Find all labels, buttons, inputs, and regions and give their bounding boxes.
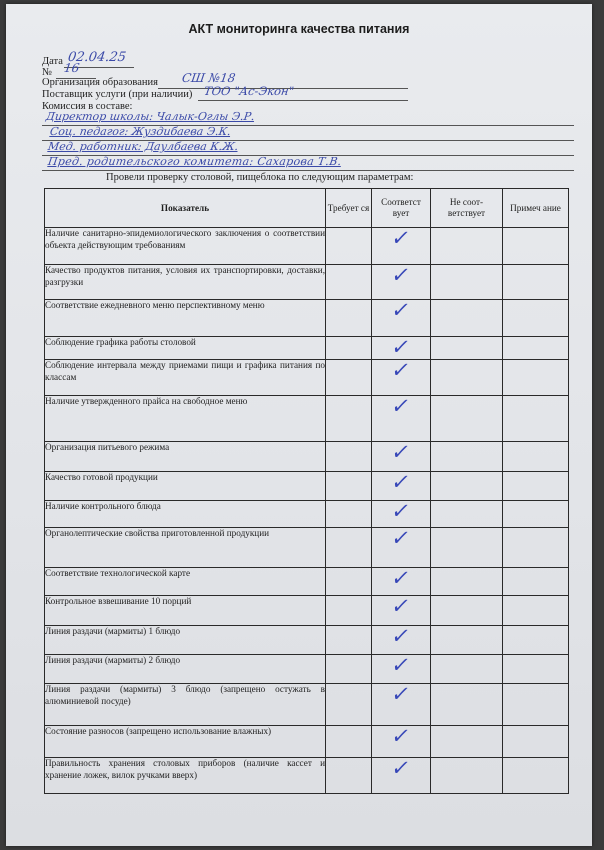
- commission-line-4: [42, 170, 574, 171]
- table-row: [45, 337, 569, 360]
- row-indicator-label: Линия раздачи (мармиты) 1 блюдо: [45, 626, 326, 655]
- checkmark-icon: ✓: [389, 226, 413, 250]
- row-indicator-label: Наличие утвержденного прайса на свободное меню: [45, 396, 326, 442]
- table-row: [45, 568, 569, 596]
- row-indicator-label: Состояние разносов (запрещено использование влажных): [45, 726, 326, 758]
- row-indicator-label: Органолептические свойства приготовленной продукции: [45, 528, 326, 568]
- checkmark-icon: ✓: [389, 653, 413, 677]
- row-not-complies-cell: [431, 300, 503, 337]
- row-not-complies-cell: [431, 501, 503, 528]
- row-note-cell: [503, 228, 569, 265]
- row-complies-cell: [372, 626, 431, 655]
- header-indicator: Показатель: [45, 189, 326, 228]
- table-row: [45, 396, 569, 442]
- row-indicator-label: Наличие контрольного блюда: [45, 501, 326, 528]
- organization-value: СШ №18: [181, 71, 237, 85]
- checkmark-icon: ✓: [389, 526, 413, 550]
- commission-member-2: Соц. педагог: Жуздибаева Э.К.: [49, 125, 232, 138]
- table-row: [45, 360, 569, 396]
- row-indicator-label: Соответствие технологической карте: [45, 568, 326, 596]
- row-required-cell: [326, 684, 372, 726]
- row-complies-cell: [372, 655, 431, 684]
- document-title: АКТ мониторинга качества питания: [188, 22, 410, 36]
- row-note-cell: [503, 596, 569, 626]
- checkmark-icon: ✓: [389, 358, 413, 382]
- checkmark-icon: ✓: [389, 298, 413, 322]
- row-not-complies-cell: [431, 626, 503, 655]
- organization-label: Организация образования: [42, 77, 158, 88]
- row-complies-cell: [372, 228, 431, 265]
- table-body: [45, 228, 569, 794]
- row-not-complies-cell: [431, 758, 503, 794]
- row-note-cell: [503, 528, 569, 568]
- row-required-cell: [326, 472, 372, 501]
- table-row: [45, 228, 569, 265]
- row-complies-cell: [372, 396, 431, 442]
- table-row: [45, 265, 569, 300]
- row-complies-cell: [372, 265, 431, 300]
- table-row: [45, 626, 569, 655]
- act-document-sheet: [6, 4, 592, 846]
- row-indicator-label: Организация питьевого режима: [45, 442, 326, 472]
- row-complies-cell: [372, 472, 431, 501]
- checkmark-icon: ✓: [389, 724, 413, 748]
- table-row: [45, 655, 569, 684]
- checkmark-icon: ✓: [389, 624, 413, 648]
- checkmark-icon: ✓: [389, 335, 413, 359]
- monitoring-table: [44, 188, 569, 794]
- number-label: №: [42, 67, 53, 78]
- row-required-cell: [326, 626, 372, 655]
- row-indicator-label: Качество продуктов питания, условия их транспортировки, доставки, разгрузки: [45, 265, 326, 300]
- row-required-cell: [326, 726, 372, 758]
- row-complies-cell: [372, 300, 431, 337]
- commission-member-1: Директор школы: Чалык-Оглы Э.Р.: [45, 110, 256, 123]
- row-complies-cell: [372, 442, 431, 472]
- row-not-complies-cell: [431, 726, 503, 758]
- row-note-cell: [503, 568, 569, 596]
- row-required-cell: [326, 300, 372, 337]
- table-row: [45, 758, 569, 794]
- row-not-complies-cell: [431, 528, 503, 568]
- commission-member-3: Мед. работник: Даулбаева К.Ж.: [47, 140, 240, 153]
- table-row: [45, 596, 569, 626]
- row-indicator-label: Соответствие ежедневного меню перспективному меню: [45, 300, 326, 337]
- row-required-cell: [326, 596, 372, 626]
- table-row: [45, 300, 569, 337]
- row-required-cell: [326, 265, 372, 300]
- row-required-cell: [326, 501, 372, 528]
- checkmark-icon: ✓: [389, 499, 413, 523]
- checkmark-icon: ✓: [389, 682, 413, 706]
- row-note-cell: [503, 758, 569, 794]
- row-required-cell: [326, 568, 372, 596]
- row-indicator-label: Контрольное взвешивание 10 порций: [45, 596, 326, 626]
- row-not-complies-cell: [431, 265, 503, 300]
- row-not-complies-cell: [431, 396, 503, 442]
- table-row: [45, 528, 569, 568]
- row-note-cell: [503, 360, 569, 396]
- row-note-cell: [503, 396, 569, 442]
- date-value: 02.04.25: [66, 50, 127, 65]
- supplier-underline: [198, 100, 408, 101]
- row-indicator-label: Соблюдение интервала между приемами пищи и графика питания по классам: [45, 360, 326, 396]
- table-header-row: [45, 189, 569, 228]
- row-required-cell: [326, 396, 372, 442]
- row-complies-cell: [372, 684, 431, 726]
- row-note-cell: [503, 655, 569, 684]
- row-indicator-label: Наличие санитарно-эпидемиологического заключения о соответствии объекта действующим требованиям: [45, 228, 326, 265]
- row-required-cell: [326, 528, 372, 568]
- row-not-complies-cell: [431, 360, 503, 396]
- header-complies: Соответст вует: [372, 189, 431, 228]
- row-complies-cell: [372, 758, 431, 794]
- row-note-cell: [503, 726, 569, 758]
- row-required-cell: [326, 442, 372, 472]
- row-not-complies-cell: [431, 472, 503, 501]
- checkmark-icon: ✓: [389, 440, 413, 464]
- row-note-cell: [503, 626, 569, 655]
- table-row: [45, 684, 569, 726]
- supplier-label: Поставщик услуги (при наличии): [42, 89, 193, 100]
- row-not-complies-cell: [431, 337, 503, 360]
- table-row: [45, 501, 569, 528]
- commission-member-4: Пред. родительского комитета: Сахарова Т.В.: [47, 155, 343, 168]
- row-indicator-label: Соблюдение графика работы столовой: [45, 337, 326, 360]
- row-not-complies-cell: [431, 684, 503, 726]
- row-required-cell: [326, 758, 372, 794]
- row-complies-cell: [372, 596, 431, 626]
- row-indicator-label: Линия раздачи (мармиты) 3 блюдо (запрещено остужать в алюминиевой посуде): [45, 684, 326, 726]
- checkmark-icon: ✓: [389, 756, 413, 780]
- row-not-complies-cell: [431, 568, 503, 596]
- row-required-cell: [326, 655, 372, 684]
- row-note-cell: [503, 684, 569, 726]
- number-value: 16: [63, 61, 81, 75]
- row-note-cell: [503, 501, 569, 528]
- intro-text: Провели проверку столовой, пищеблока по следующим параметрам:: [106, 172, 414, 183]
- commission-label: Комиссия в составе:: [42, 101, 133, 112]
- row-complies-cell: [372, 568, 431, 596]
- row-note-cell: [503, 442, 569, 472]
- row-complies-cell: [372, 360, 431, 396]
- row-complies-cell: [372, 726, 431, 758]
- row-note-cell: [503, 300, 569, 337]
- header-not-complies: Не соот- ветствует: [431, 189, 503, 228]
- row-required-cell: [326, 337, 372, 360]
- checkmark-icon: ✓: [389, 566, 413, 590]
- row-required-cell: [326, 228, 372, 265]
- row-indicator-label: Правильность хранения столовых приборов (наличие кассет и хранение ложек, вилок ручками вверх): [45, 758, 326, 794]
- row-not-complies-cell: [431, 655, 503, 684]
- checkmark-icon: ✓: [389, 470, 413, 494]
- row-not-complies-cell: [431, 442, 503, 472]
- table-row: [45, 442, 569, 472]
- row-not-complies-cell: [431, 596, 503, 626]
- checkmark-icon: ✓: [389, 594, 413, 618]
- row-required-cell: [326, 360, 372, 396]
- row-note-cell: [503, 472, 569, 501]
- header-required: Требует ся: [326, 189, 372, 228]
- date-label: Дата: [42, 56, 63, 67]
- row-note-cell: [503, 265, 569, 300]
- row-indicator-label: Качество готовой продукции: [45, 472, 326, 501]
- row-indicator-label: Линия раздачи (мармиты) 2 блюдо: [45, 655, 326, 684]
- supplier-value: ТОО "Ас-Экон": [203, 84, 295, 98]
- row-note-cell: [503, 337, 569, 360]
- row-complies-cell: [372, 337, 431, 360]
- row-complies-cell: [372, 501, 431, 528]
- header-note: Примеч ание: [503, 189, 569, 228]
- checkmark-icon: ✓: [389, 263, 413, 287]
- table-row: [45, 472, 569, 501]
- checkmark-icon: ✓: [389, 394, 413, 418]
- row-not-complies-cell: [431, 228, 503, 265]
- table-row: [45, 726, 569, 758]
- row-complies-cell: [372, 528, 431, 568]
